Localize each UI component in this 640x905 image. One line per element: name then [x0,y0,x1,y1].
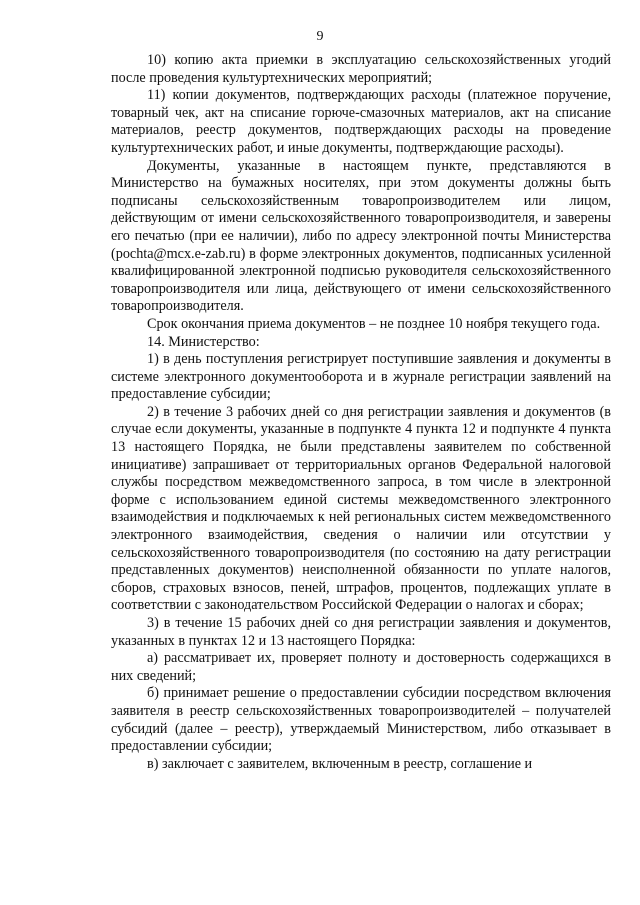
paragraph-14-3-v: в) заключает с заявителем, включенным в реестр, соглашение и [147,755,533,772]
paragraph-section-14-heading: 14. Министерство: [147,333,260,350]
paragraph-14-2: 2) в течение 3 рабочих дней со дня регистрации заявления и документов (в случае если документы, указанные в подпункте 4 пункта 12 и подпункте 4 пункта 13 настоящего Порядка, не были представлены заявителем по собственной инициативе) запрашивает от территориальных органов Федеральной налоговой службы посредством межведомственного запроса, в том числе в электронной форме с использованием единой системы межведомственного электронного взаимодействия и подключаемых к ней региональных систем межведомственного электронного взаимодействия, сведения о наличии или отсутствии у сельскохозяйственного товаропроизводителя (по состоянию на дату регистрации представленных документов) неисполненной обязанности по уплате налогов, сборов, страховых взносов, пеней, штрафов, процентов, подлежащих уплате в соответствии с законодательством Российской Федерации о налогах и сборах; [111,403,611,614]
paragraph-14-3: 3) в течение 15 рабочих дней со дня регистрации заявления и документов, указанных в пунктах 12 и 13 настоящего Порядка: [111,615,611,649]
document-body [111,52,611,773]
paragraph-14-3-a: а) рассматривает их, проверяет полноту и достоверность содержащихся в них сведений; [111,650,611,684]
page-number: 9 [316,29,324,44]
paragraph-14-3-b: б) принимает решение о предоставлении субсидии посредством включения заявителя в реестр сельскохозяйственных товаропроизводителей – получателей субсидий (далее – реестр), утверждаемый Министерством, либо отказывает в предоставлении субсидии; [111,685,611,755]
paragraph-item-10: 10) копию акта приемки в эксплуатацию сельскохозяйственных угодий после проведения культуртехнических мероприятий; [111,52,611,86]
paragraph-deadline: Срок окончания приема документов – не позднее 10 ноября текущего года. [147,315,601,332]
paragraph-item-11: 11) копии документов, подтверждающих расходы (платежное поручение, товарный чек, акт на списание горюче-смазочных материалов, акт на списание материалов, реестр документов, подтверждающих расходы на проведение культуртехнических работ, и иные документы, подтверждающие расходы). [111,87,611,156]
paragraph-14-1: 1) в день поступления регистрирует поступившие заявления и документы в системе электронного документооборота и в журнале регистрации заявлений на предоставление субсидии; [111,351,611,403]
paragraph-documents-submission: Документы, указанные в настоящем пункте, представляются в Министерство на бумажных носителях, при этом документы должны быть подписаны сельскохозяйственным товаропроизводителем или лицом, действующим от имени сельскохозяйственного товаропроизводителя, и заверены его печатью (при ее наличии), либо по адресу электронной почты Министерства (pochta@mcx.e-zab.ru) в форме электронных документов, подписанных усиленной квалифицированной электронной подписью руководителя сельскохозяйственного товаропроизводителя или лица, действующего от имени сельскохозяйственного товаропроизводителя. [111,157,611,315]
